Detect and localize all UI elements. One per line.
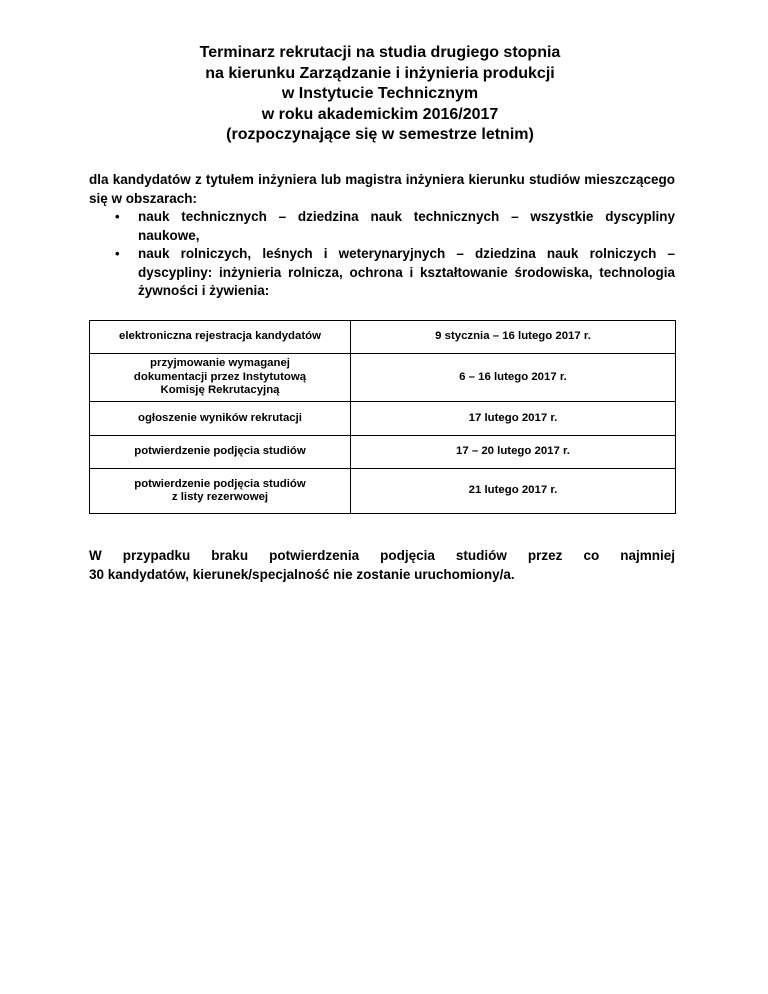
eligibility-item (89, 208, 675, 245)
closing-note (89, 547, 675, 584)
bullet-icon: • (115, 209, 120, 224)
stage-cell (90, 436, 351, 469)
table-row (90, 436, 676, 469)
table-row (90, 354, 676, 402)
eligibility-intro: dla kandydatów z tytułem inżyniera lub magistra inżyniera kierunku studiów mieszczącego się w obszarach: (89, 172, 675, 206)
table-row (90, 321, 676, 354)
eligibility-section (89, 171, 675, 301)
eligibility-item-text: nauk technicznych – dziedzina nauk technicznych – wszystkie dyscypliny naukowe, (138, 209, 675, 243)
eligibility-item-text: nauk rolniczych, leśnych i weterynaryjnych – dziedzina nauk rolniczych – dyscypliny: inżynieria rolnicza, ochrona i kształtowanie środowiska, technologia żywności i żywienia: (138, 246, 675, 298)
stage-label: potwierdzenie podjęcia studiów (134, 445, 306, 458)
document-title (80, 43, 680, 146)
eligibility-item (89, 245, 675, 301)
date-cell: 21 lutego 2017 r. (351, 469, 676, 514)
title-line: (rozpoczynające się w semestrze letnim) (226, 126, 534, 143)
date-cell: 6 – 16 lutego 2017 r. (351, 354, 676, 402)
stage-label: potwierdzenie podjęcia studiów (134, 477, 306, 490)
stage-cell (90, 402, 351, 436)
stage-label: elektroniczna rejestracja kandydatów (119, 330, 321, 343)
stage-cell (90, 354, 351, 402)
note-line: W przypadku braku potwierdzenia podjęcia studiów przez co najmniej (89, 548, 675, 563)
stage-label: przyjmowanie wymaganej (150, 357, 290, 370)
stage-label: Komisję Rekrutacyjną (160, 384, 280, 397)
title-line: w Instytucie Technicznym (281, 85, 479, 102)
table-row (90, 469, 676, 514)
date-cell: 17 – 20 lutego 2017 r. (351, 436, 676, 469)
stage-cell (90, 469, 351, 514)
stage-label: z listy rezerwowej (171, 491, 269, 503)
title-line: Terminarz rekrutacji na studia drugiego stopnia (199, 44, 561, 61)
stage-label: ogłoszenie wyników rekrutacji (138, 411, 302, 424)
eligibility-list (89, 208, 675, 301)
stage-label: dokumentacji przez Instytutową (133, 370, 307, 383)
title-line: w roku akademickim 2016/2017 (261, 105, 499, 123)
table-row (90, 402, 676, 436)
stage-cell (90, 321, 351, 354)
schedule-table (89, 320, 676, 514)
date-cell: 17 lutego 2017 r. (351, 402, 676, 436)
title-line: na kierunku Zarządzanie i inżynieria produkcji (205, 64, 555, 82)
date-cell: 9 stycznia – 16 lutego 2017 r. (351, 321, 676, 354)
bullet-icon: • (115, 246, 120, 261)
note-line: 30 kandydatów, kierunek/specjalność nie zostanie uruchomiony/a. (89, 566, 515, 582)
